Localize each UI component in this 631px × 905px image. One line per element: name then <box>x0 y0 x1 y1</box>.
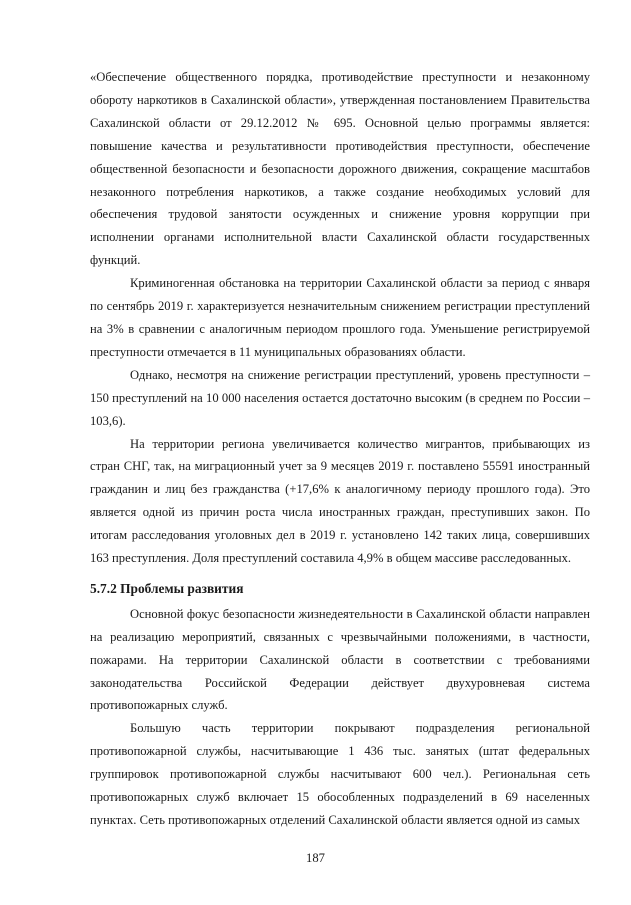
body-text <box>90 66 590 832</box>
paragraph-crime-level: Однако, несмотря на снижение регистрации преступлений, уровень преступности – 150 преступлений на 10 000 населения остается достаточно высоким (в среднем по России – 103,6). <box>90 367 590 428</box>
paragraph-crime-situation: Криминогенная обстановка на территории Сахалинской области за период с января по сентябрь 2019 г. характеризуется незначительным снижением регистрации преступлений на 3% в сравнении с аналогичным периодом прошлого года. Уменьшение регистрируемой преступности отмечается в 11 муниципальных образованиях области. <box>90 276 590 359</box>
section-heading: 5.7.2 Проблемы развития <box>90 580 244 596</box>
paragraph-safety-focus: Основной фокус безопасности жизнедеятельности в Сахалинской области направлен на реализацию мероприятий, связанных с чрезвычайными положениями, в частности, пожарами. На территории Сахалинской области в соответствии с требованиями законодательства Российской Федерации действует двухуровневая система противопожарных служб. <box>90 606 590 713</box>
paragraph-fire-service: Большую часть территории покрывают подразделения региональной противопожарной службы, насчитывающие 1 436 тыс. занятых (штат федеральных группировок противопожарной службы насчитывают 600 чел.). Региональная сеть противопожарных служб включает 15 обособленных подразделений в 69 населенных пунктах. Сеть противопожарных отделений Сахалинской области является одной из самых <box>90 721 590 827</box>
page-number: 187 <box>306 851 325 865</box>
paragraph-program: «Обеспечение общественного порядка, противодействие преступности и незаконному обороту наркотиков в Сахалинской области», утвержденная постановлением Правительства Сахалинской области от 29.12.2012 № 695. Основной целью программы является: повышение качества и результативности противодействия преступности, обеспечение общественной безопасности и безопасности дорожного движения, сокращение масштабов незаконного потребления наркотиков, а также создание необходимых условий для обеспечения трудовой занятости осужденных и снижение уровня коррупции при исполнении органами исполнительной власти Сахалинской области государственных функций. <box>90 70 590 268</box>
paragraph-migrants: На территории региона увеличивается количество мигрантов, прибывающих из стран СНГ, так, на миграционный учет за 9 месяцев 2019 г. поставлено 55591 иностранный гражданин и лиц без гражданства (+17,6% к аналогичному периоду прошлого года). Это является одной из причин роста числа иностранных граждан, преступивших закон. По итогам расследования уголовных дел в 2019 г. установлено 142 таких лица, совершивших 163 преступления. Доля преступлений составила 4,9% в общем массиве расследованных. <box>90 436 590 566</box>
